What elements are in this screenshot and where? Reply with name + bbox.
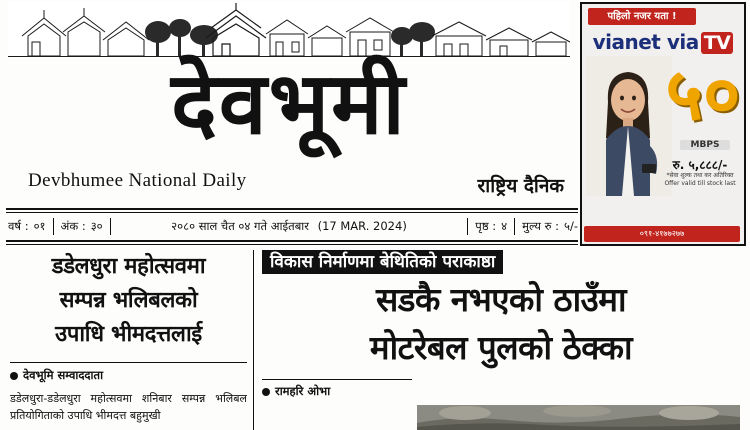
left-byline-row (10, 362, 247, 383)
issue-info-bar (8, 214, 578, 239)
right-byline: रामहरि ओभा (275, 384, 331, 398)
right-byline-row (262, 379, 412, 399)
ad-fine-print: *सेवा शुल्क तथा कर अतिरिक्त Offer valid till stock last (664, 172, 736, 187)
bullet-icon (262, 388, 270, 396)
date-english: (17 MAR. 2024) (317, 219, 407, 233)
left-body-text: डडेलधुरा-डडेलधुरा महोत्सवमा शनिबार सम्पन्न भलिबल प्रतियोगिताको उपाधि भीमदत्त बहुमुखी (10, 392, 247, 422)
right-kicker: विकास निर्माणमा बेथितिको पराकाष्ठा (262, 250, 503, 274)
year-label: वर्ष : (8, 219, 29, 233)
ad-contact-number: ०९१-४१७७२७७ (584, 226, 740, 242)
divider-rule-top-thin (6, 212, 578, 213)
masthead (0, 0, 578, 213)
page-label: पृष्ठ : (475, 219, 497, 233)
divider-rule-bottom-thin (6, 244, 578, 245)
bullet-icon (10, 372, 18, 380)
right-headline-line-1: सडकै नभएको ठाउँमा (375, 280, 627, 319)
price-group (522, 219, 578, 234)
info-divider-4 (514, 218, 515, 235)
issue-label: अंक : (60, 219, 86, 233)
info-divider-3 (467, 218, 468, 235)
info-divider-2 (110, 218, 111, 235)
divider-rule-bottom-thick (6, 240, 578, 242)
page-group (475, 219, 507, 234)
price-value: ५/- (563, 219, 578, 233)
ad-brand-name: vianet via (592, 30, 699, 54)
left-headline-line-2: सम्पन्न भलिबलको (59, 288, 198, 313)
ad-tagline: पहिलो नजर यता ! (588, 8, 696, 25)
ad-model-photo (586, 56, 672, 196)
ad-speed-value: ५० (665, 52, 741, 136)
date-group (118, 219, 461, 234)
left-column-story (10, 250, 247, 430)
newspaper-subtitle-nepali: राष्ट्रिय दैनिक (477, 175, 564, 197)
issue-group (61, 219, 103, 234)
price-label: मुल्य रु : (522, 219, 559, 233)
info-divider-1 (53, 218, 54, 235)
left-byline: देवभूमि सम्वाददाता (23, 368, 104, 382)
right-headline-line-2: मोटरेबल पुलको ठेक्का (369, 328, 633, 367)
right-column-story (262, 250, 740, 430)
divider-rule-top-thick (6, 208, 578, 210)
ad-brand-tv-badge: TV (701, 32, 734, 54)
ad-price: रु. ५,८८८/- (672, 158, 728, 172)
left-headline-line-1: डडेलधुरा महोत्सवमा (51, 254, 206, 279)
year-value: ०१ (33, 219, 46, 233)
page-value: ४ (501, 219, 508, 233)
newspaper-subtitle-english: Devbhumee National Daily (28, 170, 247, 191)
left-headline-line-3: उपाधि भीमदत्तलाई (55, 322, 202, 347)
newspaper-title: देवभूमी (171, 54, 407, 154)
ad-speed-unit: MBPS (680, 140, 730, 150)
year-group (8, 219, 46, 234)
right-story-photo (417, 405, 740, 430)
advertisement-banner[interactable] (580, 2, 746, 246)
issue-value: ३० (90, 219, 103, 233)
column-divider (253, 250, 254, 430)
date-nepali: २०८० साल चैत ०४ गते आईतबार (171, 219, 309, 233)
